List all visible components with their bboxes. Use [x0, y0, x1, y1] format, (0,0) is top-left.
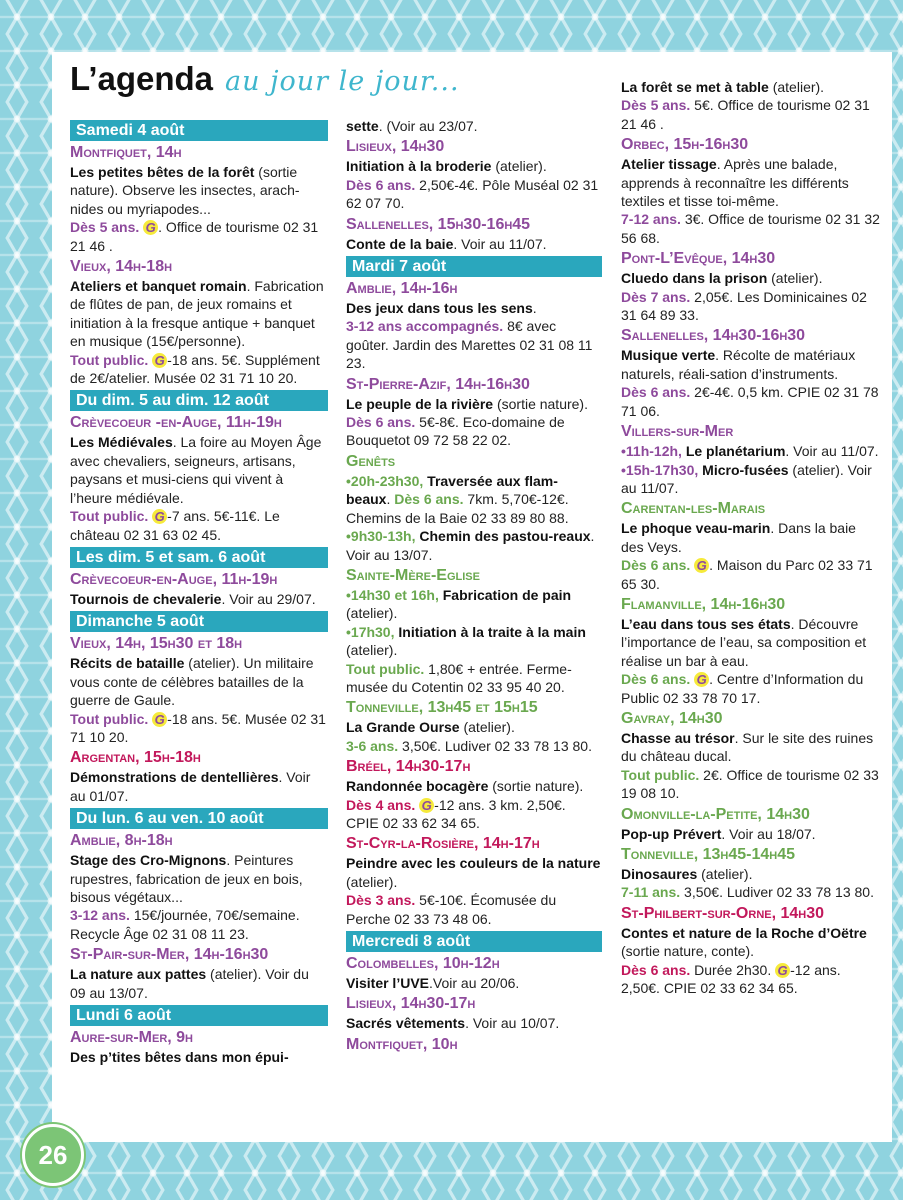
event — [621, 155, 881, 210]
g-badge-icon: G — [152, 509, 167, 524]
place: Sallenelles, 14h30-16h30 — [621, 327, 806, 345]
date-header: Mercredi 8 août — [346, 931, 602, 952]
event-desc: . — [532, 300, 537, 317]
title-main: L’agenda — [70, 60, 214, 97]
info: . Voir au 13/07. — [346, 528, 595, 563]
place: Pont-L’Evêque, 14h30 — [621, 250, 776, 268]
age: Dès 4 ans. — [346, 796, 416, 813]
date-header: Lundi 6 août — [70, 1005, 328, 1026]
event-title: Récits de bataille — [70, 655, 185, 672]
event-desc: . Voir au 10/07. — [465, 1015, 560, 1032]
event-desc: (atelier). — [697, 866, 753, 882]
date-header: Samedi 4 août — [70, 120, 328, 141]
event-title: Traversée aux flam-beaux — [346, 472, 558, 508]
place: Montfiquet, 14h — [70, 144, 182, 161]
g-badge-icon: G — [419, 798, 434, 813]
event — [346, 395, 602, 413]
info: 1,80€ + entrée. Ferme-musée du Cotentin 02 33 95 40 20. — [346, 660, 572, 695]
info: 3,50€. Ludiver 02 33 78 13 80. — [398, 737, 592, 754]
event — [346, 235, 602, 253]
info: (atelier). Voir au 11/07. — [621, 461, 872, 496]
age: Dès 5 ans. — [621, 97, 691, 114]
event — [621, 346, 881, 383]
event-title: Ateliers et banquet romain — [70, 278, 247, 295]
place: Bréel, 14h30-17h — [346, 758, 471, 776]
event — [346, 157, 602, 175]
event-title: Pop-up Prévert — [621, 825, 722, 842]
event-desc: (atelier). — [346, 873, 398, 890]
event-info — [346, 737, 602, 755]
event — [346, 718, 602, 736]
event-info — [346, 891, 602, 928]
event-desc: . Voir au 01/07. — [70, 769, 311, 804]
place: St-Pierre-Azif, 14h-16h30 — [346, 375, 530, 393]
event-info — [621, 383, 881, 420]
info: -18 ans. 5€. Supplément de 2€/atelier. Musée 02 31 71 10 20. — [70, 351, 320, 387]
place: Flamanville, 14h-16h30 — [621, 595, 786, 613]
event-title: Peindre avec les couleurs de la nature — [346, 855, 601, 872]
event-info — [70, 351, 328, 388]
event-desc: (atelier). — [459, 719, 515, 736]
info: 2,05€. Les Dominicaines 02 31 64 89 33. — [621, 288, 867, 324]
event-desc: (sortie nature). — [493, 395, 588, 412]
event-title: Conte de la baie — [346, 235, 454, 252]
column-1 — [70, 117, 328, 1066]
info: 2€-4€. 0,5 km. CPIE 02 31 78 71 06. — [621, 384, 879, 419]
place: St-Philbert-sur-Orne, 14h30 — [621, 904, 825, 922]
event-info — [621, 556, 881, 593]
event — [70, 851, 328, 906]
age: Dès 6 ans. — [621, 384, 691, 401]
time: •15h-17h30, — [621, 461, 699, 478]
event-info — [346, 176, 602, 213]
place: Crèvecoeur-en-Auge, 11h-19h — [70, 570, 278, 588]
event-desc: (atelier). — [768, 79, 825, 95]
event-info — [346, 660, 602, 697]
age: Dès 6 ans. — [621, 557, 691, 574]
event-desc: (atelier). — [767, 270, 823, 287]
event-title: Dinosaures — [621, 866, 698, 882]
event-desc: (atelier). Voir du 09 au 13/07. — [70, 966, 309, 1001]
age: Tout public. — [621, 766, 700, 783]
event-desc: . Sur le site des ruines du château ducal. — [621, 729, 874, 765]
age: Dès 6 ans. — [394, 491, 464, 508]
event — [70, 433, 328, 507]
event-desc: (atelier). Un militaire vous conte de célèbres batailles de la guerre de Gaule. — [70, 655, 314, 709]
event — [621, 924, 881, 961]
age: Dès 3 ans. — [346, 892, 416, 909]
event — [621, 865, 881, 883]
age: 7-12 ans. — [621, 211, 681, 228]
place: Carentan-les-Marais — [621, 500, 766, 518]
info: 5€-8€. Eco-domaine de Bouquetot 09 72 58 22 02. — [346, 414, 565, 449]
event-desc: . Fabrication de flûtes de pan, de jeux romains et initiation à la fresque antique + banquet en musique (15€/personne). — [70, 278, 324, 350]
event — [621, 78, 881, 96]
age: Dès 6 ans. — [346, 176, 416, 193]
event — [346, 1014, 602, 1032]
event — [346, 854, 602, 891]
place: Sallenelles, 15h30-16h45 — [346, 215, 531, 233]
place: Sainte-Mère-Eglise — [346, 566, 480, 584]
event — [70, 590, 328, 608]
event-title: Atelier tissage — [621, 156, 717, 173]
page-number: 26 — [22, 1124, 84, 1186]
event-info — [70, 710, 328, 747]
event — [346, 974, 602, 992]
event-title: La nature aux pattes — [70, 966, 207, 983]
age: 3-12 ans accompagnés. — [346, 318, 504, 335]
place: Tonneville, 13h45 et 15h15 — [346, 699, 538, 717]
time: •17h30, — [346, 623, 395, 640]
event-info — [621, 670, 881, 707]
place: Lisieux, 14h30 — [346, 138, 445, 156]
event-title: Micro-fusées — [698, 461, 789, 478]
event-desc: (sortie nature, conte). — [621, 943, 755, 960]
event-title: Cluedo dans la prison — [621, 270, 768, 287]
info: -18 ans. 5€. Musée 02 31 71 10 20. — [70, 710, 326, 745]
age: 3-6 ans. — [346, 737, 399, 754]
age: Dès 7 ans. — [621, 288, 691, 305]
page-title — [70, 60, 460, 110]
event-info — [621, 766, 881, 803]
event-desc: . Après une balade, apprends à reconnaître les différents textiles et tisse toi-même. — [621, 156, 849, 210]
info: . Centre d’Information du Public 02 33 78 70 17. — [621, 671, 864, 706]
age: Dès 6 ans. — [621, 671, 691, 688]
place: Vieux, 14h-18h — [70, 258, 173, 276]
event-info — [621, 883, 881, 901]
age: 3-12 ans. — [70, 907, 130, 924]
title-script: au jour le jour... — [225, 66, 460, 97]
age: Dès 6 ans. — [346, 414, 416, 431]
event-title: Visiter l’UVE — [346, 975, 430, 991]
time: •14h30 et 16h, — [346, 586, 439, 603]
event — [621, 825, 881, 843]
event-title: Démonstrations de dentellières — [70, 769, 279, 786]
event-info — [621, 288, 881, 325]
info: 3€. Office de tourisme 02 31 32 56 68. — [621, 211, 880, 246]
event-info — [346, 317, 602, 372]
event-title: Initiation à la broderie — [346, 158, 492, 175]
info: 3,50€. Ludiver 02 33 78 13 80. — [680, 884, 874, 901]
event-desc: (sortie nature). — [488, 778, 584, 795]
event-info — [70, 906, 328, 943]
age: Tout public. — [70, 508, 149, 525]
event — [346, 527, 602, 564]
event — [70, 965, 328, 1002]
event — [621, 729, 881, 766]
place: Genêts — [346, 452, 396, 470]
place: St-Pair-sur-Mer, 14h-16h30 — [70, 946, 269, 964]
event-info — [70, 218, 328, 255]
column-2 — [346, 117, 602, 1055]
event-desc: . Dans la baie des Veys. — [621, 520, 856, 555]
info: -7 ans. 5€-11€. Le château 02 31 63 02 45. — [70, 508, 280, 543]
info: (atelier). — [346, 605, 398, 622]
info: (atelier). — [346, 642, 398, 659]
event — [346, 117, 602, 135]
place: Amblie, 14h-16h — [346, 280, 458, 298]
age: Dès 6 ans. — [621, 961, 691, 978]
event-info — [621, 96, 881, 133]
event — [70, 654, 328, 709]
age: Tout public. — [346, 660, 425, 677]
event-title: Initiation à la traite à la main — [394, 623, 586, 640]
place: Montfiquet, 10h — [346, 1035, 458, 1053]
event-title: Le planétarium — [681, 443, 786, 460]
event-desc: (sortie nature). Observe les insectes, arach-nides ou myriapodes... — [70, 164, 300, 217]
event-info — [346, 796, 602, 833]
place: Argentan, 15h-18h — [70, 749, 201, 767]
event-title: Randonnée bocagère — [346, 778, 489, 795]
event — [346, 623, 602, 660]
event-desc: . Découvre l’importance de l’eau, sa composition et réalise un bar à eau. — [621, 615, 867, 669]
date-header: Du dim. 5 au dim. 12 août — [70, 390, 328, 411]
event — [621, 519, 881, 556]
time: •11h-12h, — [621, 443, 682, 460]
event-info — [621, 961, 881, 998]
event-title: La forêt se met à table — [621, 79, 769, 95]
event-info — [70, 507, 328, 544]
date-header: Dimanche 5 août — [70, 611, 328, 632]
event — [70, 277, 328, 351]
time: •9h30-13h, — [346, 528, 416, 545]
place: St-Cyr-la-Rosière, 14h-17h — [346, 835, 540, 853]
event-title: Sacrés vêtements — [346, 1015, 466, 1032]
g-badge-icon: G — [152, 712, 167, 727]
time: •20h-23h30, — [346, 472, 424, 489]
event — [346, 586, 602, 623]
info: 5€. Office de tourisme 02 31 21 46 . — [621, 97, 870, 132]
age: Dès 5 ans. — [70, 219, 140, 236]
info: 15€/journée, 70€/semaine. Recycle Âge 02 31 08 11 23. — [70, 907, 300, 942]
event-title: Chemin des pastou-reaux — [415, 528, 591, 545]
event-desc: (atelier). — [491, 158, 547, 175]
info: 8€ avec goûter. Jardin des Marettes 02 31 08 11 23. — [346, 318, 593, 372]
date-header: Mardi 7 août — [346, 256, 602, 277]
date-header: Les dim. 5 et sam. 6 août — [70, 547, 328, 568]
info: 2,50€-4€. Pôle Muséal 02 31 62 07 70. — [346, 176, 599, 212]
event-title: Des jeux dans tous les sens — [346, 300, 533, 317]
place: Omonville-la-Petite, 14h30 — [621, 805, 810, 823]
info: -12 ans. 3 km. 2,50€. CPIE 02 33 62 34 65. — [346, 796, 566, 831]
event — [70, 768, 328, 805]
info: -12 ans. 2,50€. CPIE 02 33 62 34 65. — [621, 961, 841, 997]
event-desc: .Voir au 20/06. — [429, 975, 520, 991]
place: Amblie, 8h-18h — [70, 832, 173, 850]
event-title: Fabrication de pain — [438, 586, 572, 603]
event-title: La Grande Ourse — [346, 719, 460, 736]
info: 2€. Office de tourisme 02 33 19 08 10. — [621, 766, 879, 802]
age: 7-11 ans. — [621, 884, 681, 901]
place: Tonneville, 13h45-14h45 — [621, 846, 796, 863]
event-title: Les petites bêtes de la forêt — [70, 164, 255, 180]
place: Villers-sur-Mer — [621, 423, 734, 441]
event-title: Le phoque veau-marin — [621, 520, 771, 537]
event-title: Tournois de chevalerie — [70, 590, 222, 607]
g-badge-icon: G — [152, 353, 167, 368]
info: 5€-10€. Écomusée du Perche 02 33 73 48 06. — [346, 892, 557, 927]
event — [70, 1048, 328, 1066]
info: Durée 2h30. — [690, 961, 776, 978]
info: . Maison du Parc 02 33 71 65 30. — [621, 557, 873, 592]
info: . Office de tourisme 02 31 21 46 . — [70, 219, 319, 254]
info: . Voir au 11/07. — [785, 443, 879, 460]
event-desc: . Voir au 18/07. — [721, 825, 816, 842]
event — [621, 461, 881, 498]
event-title: Stage des Cro-Mignons — [70, 852, 227, 869]
place: Colombelles, 10h-12h — [346, 955, 500, 972]
g-badge-icon: G — [775, 963, 790, 978]
event-title: sette — [346, 118, 379, 134]
event-desc: . Voir au 11/07. — [453, 235, 547, 252]
event-info — [346, 413, 602, 450]
event — [70, 163, 328, 218]
event-title: L’eau dans tous ses états — [621, 615, 791, 632]
event: •20h-23h30, Traversée aux flam-beaux. Dès 6 ans. 7km. 5,70€-12€. Chemins de la Baie 02 33 89 80 88. — [346, 472, 569, 526]
event-title: Contes et nature de la Roche d’Oëtre — [621, 924, 867, 941]
g-badge-icon: G — [694, 672, 709, 687]
place: Orbec, 15h-16h30 — [621, 136, 749, 154]
column-3 — [621, 78, 881, 997]
event — [621, 442, 881, 460]
place: Lisieux, 14h30-17h — [346, 995, 476, 1013]
event — [346, 299, 602, 317]
info: 7km. 5,70€-12€. Chemins de la Baie 02 33 89 80 88. — [346, 491, 569, 526]
event-desc: . (Voir au 23/07. — [378, 118, 478, 134]
event — [346, 777, 602, 795]
event-desc: . Voir au 29/07. — [221, 590, 316, 607]
place: Gavray, 14h30 — [621, 709, 723, 727]
place: Crèvecoeur -en-Auge, 11h-19h — [70, 414, 282, 432]
g-badge-icon: G — [694, 558, 709, 573]
event — [621, 269, 881, 287]
place: Vieux, 14h, 15h30 et 18h — [70, 635, 243, 653]
event-title: Des p’tites bêtes dans mon épui- — [70, 1049, 289, 1065]
age: Tout public. — [70, 710, 149, 727]
event-info — [621, 210, 881, 247]
event-desc: . Peintures rupestres, fabrication de jeux en bois, bisous végétaux... — [70, 852, 303, 905]
event-desc: . Récolte de matériaux naturels, réali-sation d’instruments. — [621, 347, 856, 382]
g-badge-icon: G — [143, 220, 158, 235]
date-header: Du lun. 6 au ven. 10 août — [70, 808, 328, 829]
age: Tout public. — [70, 351, 149, 368]
event-desc: . La foire au Moyen Âge avec chevaliers, seigneurs, artisans, paysans et musi-ciens qui vivent à l’heure médiévale. — [70, 434, 322, 506]
event — [621, 615, 881, 670]
place: Aure-sur-Mer, 9h — [70, 1029, 194, 1046]
event-title: Chasse au trésor — [621, 729, 735, 746]
event-title: Musique verte — [621, 347, 716, 364]
event-title: Les Médiévales — [70, 434, 173, 451]
event-title: Le peuple de la rivière — [346, 395, 494, 412]
